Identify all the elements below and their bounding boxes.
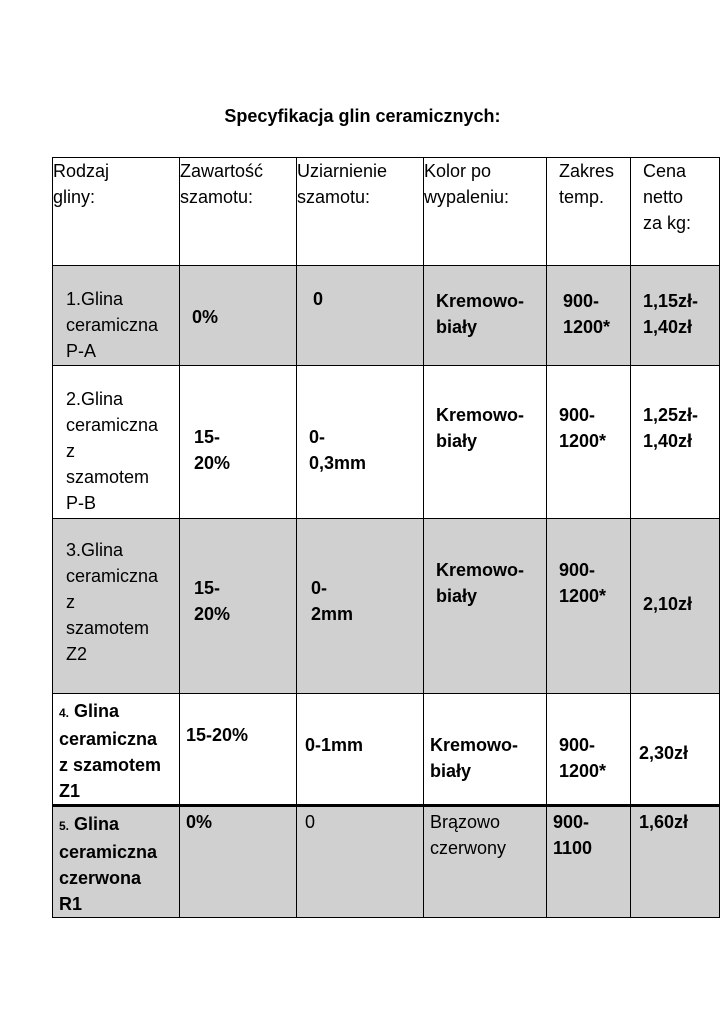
- table-row: [53, 519, 720, 694]
- temp-cell: 900- 1100: [547, 806, 631, 918]
- grain-cell: 0- 2mm: [297, 519, 424, 694]
- clay-name-cell: 3.Glina ceramiczna z szamotem Z2: [53, 519, 180, 694]
- header-fired-color: Kolor po wypaleniu:: [424, 158, 547, 266]
- header-clay-type: Rodzaj gliny:: [53, 158, 180, 266]
- color-cell: Kremowo- biały: [424, 266, 547, 366]
- header-net-price: Cena netto za kg:: [631, 158, 720, 266]
- row-number: 5.: [59, 819, 70, 833]
- price-cell: 1,60zł: [631, 806, 720, 918]
- grain-cell: 0-1mm: [297, 694, 424, 806]
- content-cell: 15-20%: [180, 694, 297, 806]
- grain-cell: 0: [297, 266, 424, 366]
- temp-cell: 900- 1200*: [547, 519, 631, 694]
- clay-name-cell: 2.Glina ceramiczna z szamotem P-B: [53, 366, 180, 519]
- price-cell: 1,25zł- 1,40zł: [631, 366, 720, 519]
- color-cell: Kremowo- biały: [424, 519, 547, 694]
- price-cell: 2,10zł: [631, 519, 720, 694]
- content-cell: 0%: [180, 806, 297, 918]
- price-cell: 1,15zł- 1,40zł: [631, 266, 720, 366]
- temp-cell: 900- 1200*: [547, 694, 631, 806]
- table-row: [53, 694, 720, 806]
- document-title: Specyfikacja glin ceramicznych:: [224, 106, 501, 126]
- color-cell: Kremowo- biały: [424, 366, 547, 519]
- color-cell: Kremowo- biały: [424, 694, 547, 806]
- table-row: [53, 806, 720, 918]
- color-cell: Brązowo czerwony: [424, 806, 547, 918]
- temp-cell: 900- 1200*: [547, 366, 631, 519]
- table-row: [53, 366, 720, 519]
- content-cell: 0%: [180, 266, 297, 366]
- clay-name-cell: 4. Glina ceramiczna z szamotem Z1: [53, 694, 180, 806]
- header-temp-range: Zakres temp.: [547, 158, 631, 266]
- clay-name-cell: 5. Glina ceramiczna czerwona R1: [53, 806, 180, 918]
- header-chamotte-grain: Uziarnienie szamotu:: [297, 158, 424, 266]
- header-chamotte-content: Zawartość szamotu:: [180, 158, 297, 266]
- content-cell: 15- 20%: [180, 366, 297, 519]
- clay-spec-table: [52, 157, 720, 918]
- clay-name-cell: 1.Glina ceramiczna P-A: [53, 266, 180, 366]
- grain-cell: 0: [297, 806, 424, 918]
- price-cell: 2,30zł: [631, 694, 720, 806]
- row-number: 4.: [59, 706, 70, 720]
- table-row: [53, 266, 720, 366]
- table-header-row: [53, 158, 720, 266]
- temp-cell: 900- 1200*: [547, 266, 631, 366]
- grain-cell: 0- 0,3mm: [297, 366, 424, 519]
- content-cell: 15- 20%: [180, 519, 297, 694]
